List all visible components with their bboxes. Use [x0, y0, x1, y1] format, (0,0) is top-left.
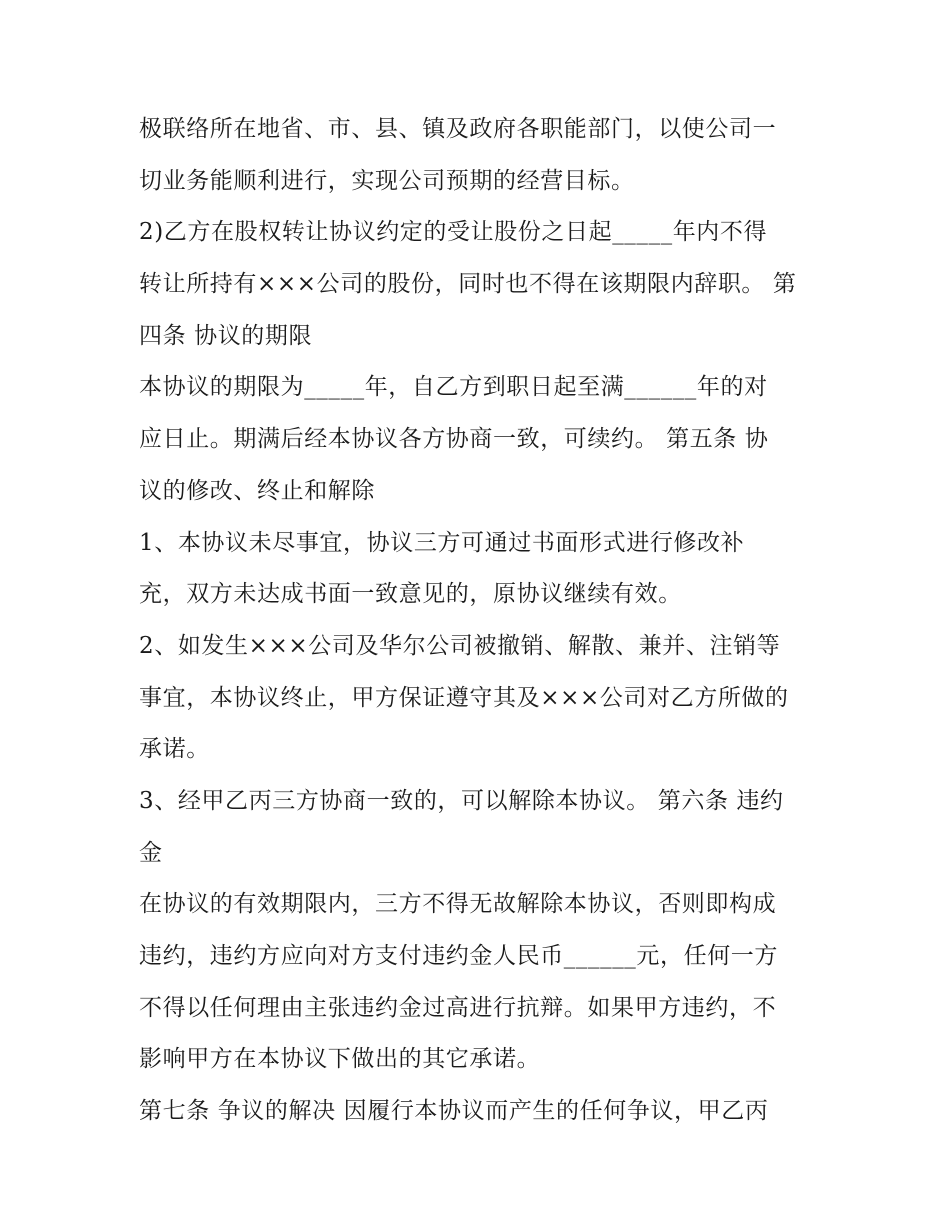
contract-body-text	[139, 104, 819, 1138]
text-line: 转让所持有×××公司的股份，同时也不得在该期限内辞职。 第	[139, 271, 797, 298]
text-line: 2)乙方在股权转让协议约定的受让股份之日起_____年内不得	[139, 219, 768, 246]
text-line: 第七条 争议的解决 因履行本协议而产生的任何争议，甲乙丙	[139, 1098, 769, 1125]
text-line: 四条 协议的期限	[139, 322, 313, 349]
text-line: 议的修改、终止和解除	[139, 477, 375, 504]
text-line: 金	[139, 839, 163, 866]
text-line: 承诺。	[139, 736, 210, 763]
text-line: 在协议的有效期限内，三方不得无故解除本协议，否则即构成	[139, 891, 777, 918]
text-line: 影响甲方在本协议下做出的其它承诺。	[139, 1046, 541, 1073]
text-line: 不得以任何理由主张违约金过高进行抗辩。如果甲方违约，不	[139, 994, 777, 1021]
text-line: 2、如发生×××公司及华尔公司被撤销、解散、兼并、注销等	[139, 632, 781, 659]
text-line: 1、本协议未尽事宜，协议三方可通过书面形式进行修改补	[139, 529, 745, 556]
text-line: 3、经甲乙丙三方协商一致的，可以解除本协议。 第六条 违约	[139, 787, 784, 814]
text-line: 充，双方未达成书面一致意见的，原协议继续有效。	[139, 581, 682, 608]
text-line: 违约，违约方应向对方支付违约金人民币______元，任何一方	[139, 943, 778, 969]
text-line: 切业务能顺利进行，实现公司预期的经营目标。	[139, 167, 635, 194]
text-line: 应日止。期满后经本协议各方协商一致，可续约。 第五条 协	[139, 426, 769, 453]
text-line: 极联络所在地省、市、县、镇及政府各职能部门，以使公司一	[139, 116, 777, 142]
text-line: 本协议的期限为_____年，自乙方到职日起至满______年的对	[139, 374, 768, 401]
text-line: 事宜，本协议终止，甲方保证遵守其及×××公司对乙方所做的	[139, 684, 789, 711]
